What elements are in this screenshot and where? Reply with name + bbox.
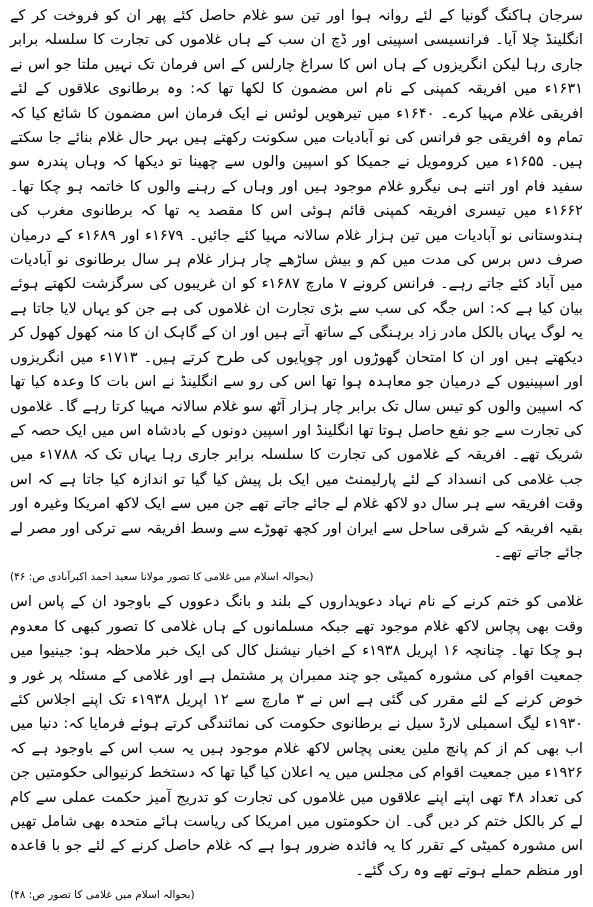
paragraph-slave-trade-history: سرجان ہاکنگ گونیا کے لئے روانہ ہوا اور تین سو غلام حاصل کئے پھر ان کو فروخت کر کے انگلینڈ چلا آیا۔ فرانسیسی اسپینی اور ڈچ ان سب کے ہاں غلاموں کی تجارت کا سلسلہ برابر جاری رہا لیکن انگریزوں کے ہاں اس کا سراغ چارلس کے اس فرمان تک نہیں ملتا جو اس نے ۱۶۳۱ء میں افریقہ کمپنی کے نام اس مضمون کا لکھا تھا کہ: وہ برطانوی علاقوں کے لئے افریقی غلام مہیا کرے۔ ۱۶۴۰ء میں تیرھویں لوئس نے ایک فرمان اس مضمون کا شائع کیا کہ تمام وہ افریقی جو فرانس کی نو آبادیات میں سکونت رکھتے ہیں بہر حال غلام بنائے جا سکتے ہیں۔ ۱۶۵۵ء میں کرومویل نے جمیکا کو اسپین والوں سے چھینا تو دیکھا کہ وہاں پندرہ سو سفید فام اور اتنے ہی نیگرو غلام موجود ہیں اور وہاں کے رہنے والوں کا خاتمہ ہو چکا تھا۔ ۱۶۶۲ء میں تیسری افریقہ کمپنی قائم ہوئی اس کا مقصد یہ تھا کہ برطانوی مغرب کی ہندوستانی نو آبادیات میں تین ہزار غلام سالانہ مہیا کئے جائیں۔ ۱۶۷۹ء اور ۱۶۸۹ء کے درمیان صرف دس برس کی مدت میں کم و بیش ساڑھے چار ہزار غلام ہر سال برطانوی نو آبادیات میں آباد کئے جاتے رہے۔ فرانس کرونے ۷ مارچ ۱۶۸۷ء کو ان غریبوں کی سرگزشت لکھتے ہوئے بیان کیا ہے کہ: اس جگہ کی سب سے بڑی تجارت ان غلاموں کی ہے جن کو یہاں لایا جاتا ہے یہ لوگ یہاں بالکل مادر زاد برہنگی کے ساتھ آتے ہیں اور ان کے گاہک ان کا منہ کھول کھول کر دیکھتے ہیں اور ان کا امتحان گھوڑوں اور چوپایوں کی طرح کرتے ہیں۔ ۱۷۱۳ء میں انگریزوں اور اسپینیوں کے درمیان جو معاہدہ ہوا تھا اس کی رو سے انگلینڈ نے اس بات کا وعدہ کیا تھا کہ اسپین والوں کو تیس سال تک برابر چار ہزار آٹھ سو غلام سالانہ مہیا کرتا رہے گا۔ غلاموں کی تجارت سے جو نفع حاصل ہوتا تھا انگلینڈ اور اسپین دونوں کے بادشاہ اس میں ایک حصہ کے شریک تھے۔ افریقہ کے غلاموں کی تجارت کا سلسلہ برابر جاری رہا یہاں تک کہ ۱۷۸۸ء میں جب غلامی کی انسداد کے لئے پارلیمنٹ میں ایک بل پیش کیا گیا تو اندازہ کیا جاتا ہے کہ اس وقت افریقہ سے ہر سال دو لاکھ غلام لے جائے جاتے تھے جن میں سے ایک لاکھ امریکا وغیرہ اور بقیہ افریقہ کے شرقی ساحل سے ایران اور کچھ تھوڑے سے وسط افریقہ سے ترکی اور مصر لے جائے جاتے تھے۔ <box>10 7 583 561</box>
document-page <box>10 4 583 900</box>
citation-source-2: (بحوالہ اسلام میں غلامی کا تصور ص: ۴۸) <box>10 889 195 902</box>
citation-source-1: (بحوالہ اسلام میں غلامی کا تصور مولانا سعید احمد اکبرآبادی ص: ۴۶) <box>10 571 314 584</box>
paragraph-league-of-nations: غلامی کو ختم کرنے کے نام نہاد دعویداروں کے بلند و بانگ دعووں کے باوجود ان کے پاس اس وقت بھی پچاس لاکھ غلام موجود تھے جبکہ مسلمانوں کے ہاں غلامی کا تصور کبھی کا معدوم ہو چکا تھا۔ چنانچہ ۱۶ اپریل ۱۹۳۸ء کے اخبار نیشنل کال کی ایک خبر ملاحظہ ہو: جینیوا میں جمعیت اقوام کی مشورہ کمیٹی جو چند ممبران پر مشتمل ہے اور غلامی کے مسئلہ پر غور و خوض کرنے کے لئے مقرر کی گئی ہے اس نے ۳ مارچ سے ۱۲ اپریل ۱۹۳۸ء تک اپنے اجلاس کئے ۱۹۳۰ء لیگ اسمبلی لارڈ سیل نے برطانوی حکومت کی نمائندگی کرتے ہوئے فرمایا کہ: دنیا میں اب بھی کم از کم پانچ ملین یعنی پچاس لاکھ غلام موجود ہیں یہ سب اس کے باوجود ہے کہ ۱۹۲۶ء میں جمعیت اقوام کی مجلس میں یہ اعلان کیا گیا تھا کہ دستخط کرنیوالی حکومتیں جن کی تعداد ۴۸ تھی اپنے اپنے علاقوں میں غلاموں کی تجارت کو تدریج آمیز حکمت عملی سے کام لے کر بالکل ختم کر دیں گی۔ ان حکومتوں میں امریکا کی ریاست ہائے متحدہ بھی شامل تھیں اس مشورہ کمیٹی کے تقرر کا یہ فائدہ ضرور ہوا ہے کہ غلام حاصل کرنے کے لئے جو با قاعدہ اور منظم حملے ہوتے تھے وہ رک گئے۔ <box>10 593 583 879</box>
